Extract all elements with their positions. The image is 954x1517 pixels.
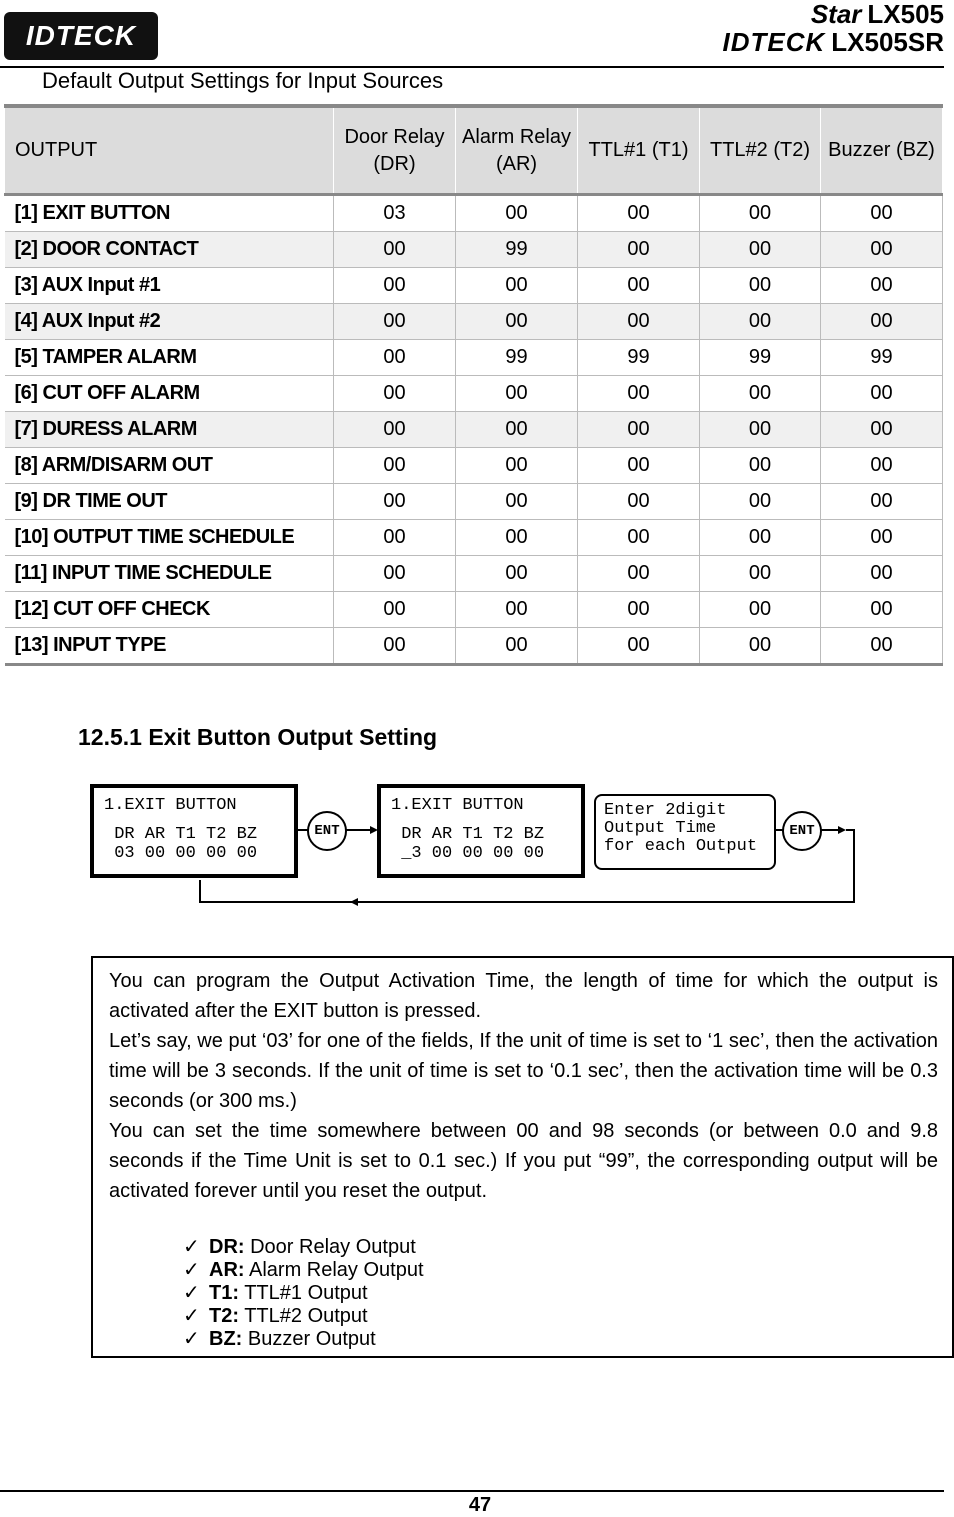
row-value: 00 [578, 520, 700, 556]
lcd-screen-2: 1.EXIT BUTTON DR AR T1 T2 BZ _3 00 00 00 00 [377, 784, 585, 878]
row-label: [11] INPUT TIME SCHEDULE [5, 556, 334, 592]
row-value: 00 [700, 520, 821, 556]
row-label: [12] CUT OFF CHECK [5, 592, 334, 628]
header-ttl2: TTL#2 (T2) [700, 106, 821, 195]
row-value: 99 [456, 232, 578, 268]
row-value: 00 [821, 592, 943, 628]
row-value: 00 [821, 448, 943, 484]
row-value: 99 [456, 340, 578, 376]
header-door-relay: Door Relay (DR) [334, 106, 456, 195]
row-value: 00 [700, 484, 821, 520]
checkmark-icon: ✓ [183, 1259, 200, 1281]
row-value: 00 [578, 304, 700, 340]
checkmark-icon: ✓ [183, 1282, 200, 1304]
product-brand: Star LX505 IDTECK LX505SR [722, 0, 944, 57]
header-output: OUTPUT [5, 106, 334, 195]
table-row [5, 520, 943, 556]
row-value: 00 [456, 520, 578, 556]
row-value: 00 [456, 376, 578, 412]
table-row [5, 304, 943, 340]
subsection-title: 12.5.1 Exit Button Output Setting [78, 724, 438, 750]
row-value: 00 [456, 304, 578, 340]
row-value: 00 [334, 376, 456, 412]
row-value: 00 [456, 484, 578, 520]
row-value: 00 [578, 232, 700, 268]
header-buzzer: Buzzer (BZ) [821, 106, 943, 195]
header-ttl1: TTL#1 (T1) [578, 106, 700, 195]
row-value: 00 [456, 556, 578, 592]
row-value: 00 [334, 340, 456, 376]
row-value: 00 [456, 592, 578, 628]
table-row [5, 340, 943, 376]
section-title: Default Output Settings for Input Sources [42, 68, 444, 93]
row-value: 00 [700, 448, 821, 484]
row-value: 00 [700, 628, 821, 665]
row-value: 00 [821, 268, 943, 304]
note-paragraph: You can program the Output Activation Time, the length of time for which the output is activated after the EXIT button is pressed. [109, 970, 938, 1022]
row-value: 00 [334, 484, 456, 520]
header-alarm-relay: Alarm Relay (AR) [456, 106, 578, 195]
checkmark-icon: ✓ [183, 1305, 200, 1327]
row-value: 00 [700, 376, 821, 412]
row-label: [3] AUX Input #1 [5, 268, 334, 304]
checkmark-icon: ✓ [183, 1236, 200, 1258]
row-value: 00 [334, 304, 456, 340]
row-label: [2] DOOR CONTACT [5, 232, 334, 268]
table-row [5, 195, 943, 232]
table-row [5, 556, 943, 592]
note-paragraph: Let’s say, we put ‘03’ for one of the fields, If the unit of time is set to ‘1 sec’, then the activation time will be 3 seconds. If the unit of time is set to ‘0.1 sec’, then the activation time will be 0.3 seconds (or 300 ms.) [109, 1030, 938, 1112]
row-value: 00 [334, 448, 456, 484]
row-label: [9] DR TIME OUT [5, 484, 334, 520]
default-output-table [4, 104, 942, 666]
table-row [5, 628, 943, 665]
legend-item: ✓ AR: Alarm Relay Output [183, 1259, 424, 1281]
row-value: 99 [700, 340, 821, 376]
table-row [5, 592, 943, 628]
legend-item: ✓ BZ: Buzzer Output [183, 1328, 376, 1350]
row-value: 00 [821, 556, 943, 592]
table-row [5, 448, 943, 484]
row-value: 00 [578, 484, 700, 520]
table-header-row [5, 106, 943, 195]
ent-key-1: ENT [307, 811, 347, 851]
row-value: 00 [456, 628, 578, 665]
table-row [5, 376, 943, 412]
row-label: [8] ARM/DISARM OUT [5, 448, 334, 484]
row-value: 00 [821, 195, 943, 232]
row-value: 00 [334, 520, 456, 556]
row-value: 99 [821, 340, 943, 376]
exit-button-flow-diagram [88, 780, 868, 910]
table-row [5, 268, 943, 304]
row-value: 00 [821, 484, 943, 520]
row-value: 00 [456, 195, 578, 232]
table-row [5, 484, 943, 520]
row-value: 00 [821, 412, 943, 448]
row-value: 00 [700, 592, 821, 628]
row-value: 00 [578, 412, 700, 448]
output-time-note [91, 956, 954, 1358]
idteck-logo: IDTECK [4, 12, 158, 60]
row-value: 00 [700, 268, 821, 304]
lcd-screen-1: 1.EXIT BUTTON DR AR T1 T2 BZ 03 00 00 00 00 [90, 784, 298, 878]
row-value: 00 [821, 520, 943, 556]
row-value: 00 [578, 556, 700, 592]
row-value: 00 [334, 268, 456, 304]
legend-item: ✓ DR: Door Relay Output [183, 1236, 416, 1258]
row-label: [6] CUT OFF ALARM [5, 376, 334, 412]
row-value: 00 [700, 232, 821, 268]
row-value: 00 [334, 556, 456, 592]
legend-item: ✓ T1: TTL#1 Output [183, 1282, 368, 1304]
row-value: 00 [334, 592, 456, 628]
row-label: [4] AUX Input #2 [5, 304, 334, 340]
footer-rule [0, 1490, 944, 1492]
ent-key-2: ENT [782, 811, 822, 851]
checkmark-icon: ✓ [183, 1328, 200, 1350]
row-value: 00 [456, 268, 578, 304]
row-label: [10] OUTPUT TIME SCHEDULE [5, 520, 334, 556]
table-row [5, 412, 943, 448]
row-value: 00 [334, 628, 456, 665]
row-label: [5] TAMPER ALARM [5, 340, 334, 376]
row-value: 00 [700, 556, 821, 592]
row-value: 00 [578, 448, 700, 484]
row-value: 00 [456, 412, 578, 448]
row-value: 00 [578, 592, 700, 628]
row-value: 00 [821, 628, 943, 665]
row-value: 00 [700, 412, 821, 448]
row-value: 00 [821, 376, 943, 412]
row-value: 00 [578, 268, 700, 304]
row-value: 00 [700, 304, 821, 340]
row-label: [1] EXIT BUTTON [5, 195, 334, 232]
row-value: 03 [334, 195, 456, 232]
output-legend [109, 1236, 938, 1351]
row-label: [7] DURESS ALARM [5, 412, 334, 448]
row-value: 00 [334, 412, 456, 448]
row-value: 00 [821, 232, 943, 268]
row-value: 00 [578, 628, 700, 665]
row-value: 00 [578, 195, 700, 232]
row-value: 00 [578, 376, 700, 412]
row-value: 00 [456, 448, 578, 484]
row-value: 00 [334, 232, 456, 268]
instruction-message: Enter 2digit Output Time for each Output [594, 794, 776, 870]
table-row [5, 232, 943, 268]
legend-item: ✓ T2: TTL#2 Output [183, 1305, 368, 1327]
page-number: 47 [468, 1494, 492, 1516]
row-value: 00 [821, 304, 943, 340]
row-label: [13] INPUT TYPE [5, 628, 334, 665]
note-paragraph: You can set the time somewhere between 00 and 98 seconds (or between 0.0 and 9.8 seconds if the Time Unit is set to 0.1 sec.) If you put “99”, the corresponding output will be activated forever until you reset the output. [109, 1120, 938, 1202]
row-value: 00 [700, 195, 821, 232]
row-value: 99 [578, 340, 700, 376]
